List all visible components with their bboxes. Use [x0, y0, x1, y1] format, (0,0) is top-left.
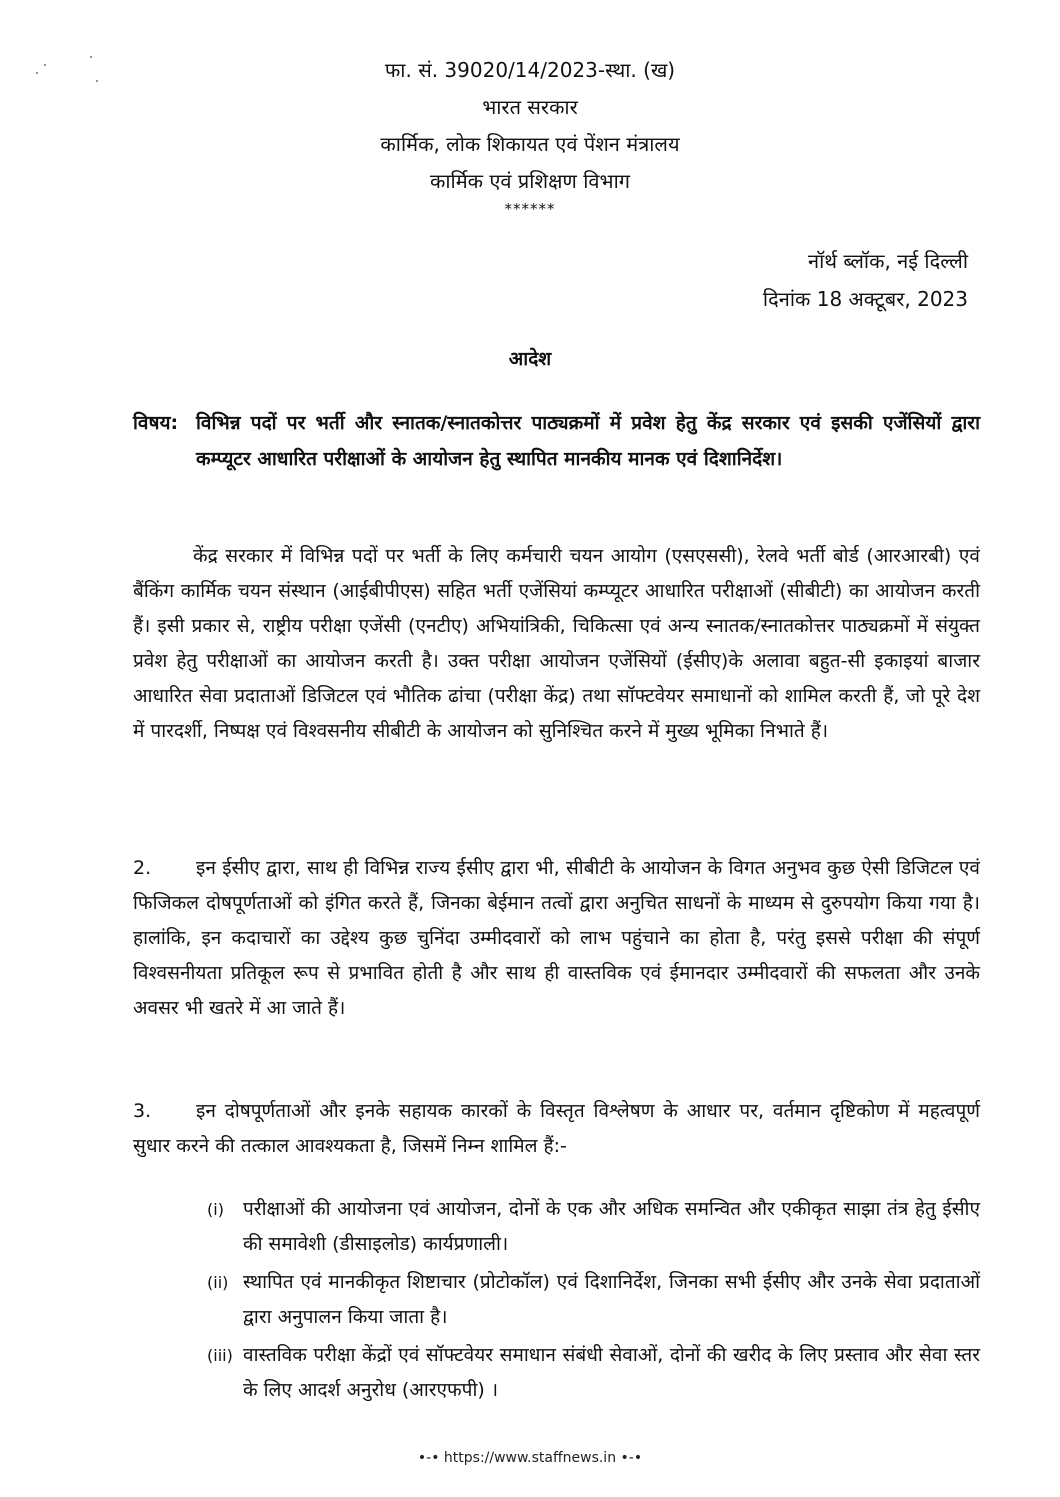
footer-watermark: •-• https://www.staffnews.in •-• — [417, 1450, 643, 1466]
list-item-text: स्थापित एवं मानकीकृत शिष्टाचार (प्रोटोकॉल) एवं दिशानिर्देश, जिनका सभी ईसीए और उनके सेवा प्रदाताओं द्वारा अनुपालन किया जाता है। — [243, 1271, 980, 1328]
list-item — [207, 1192, 980, 1262]
list-item-text: परीक्षाओं की आयोजना एवं आयोजन, दोनों के एक और अधिक समन्वित और एकीकृत साझा तंत्र हेतु ईसीए की समावेशी (डीसाइलोड) कार्यप्रणाली। — [243, 1198, 980, 1255]
subject-label: विषय: — [133, 412, 179, 434]
government-name: भारत सरकार — [482, 95, 578, 119]
paragraph-number: 3. — [133, 1100, 152, 1122]
list-item — [207, 1265, 980, 1335]
order-date: दिनांक 18 अक्टूबर, 2023 — [762, 287, 968, 311]
file-number: फा. सं. 39020/14/2023-स्था. (ख) — [384, 58, 676, 82]
list-item-text: वास्तविक परीक्षा केंद्रों एवं सॉफ्टवेयर समाधान संबंधी सेवाओं, दोनों की खरीद के लिए प्रस्ताव और सेवा स्तर के लिए आदर्श अनुरोध (आरएफपी) । — [243, 1344, 980, 1401]
list-marker: (ii) — [207, 1273, 229, 1292]
paragraph-text: इन ईसीए द्वारा, साथ ही विभिन्न राज्य ईसीए द्वारा भी, सीबीटी के आयोजन के विगत अनुभव कुछ ऐसी डिजिटल एवं फिजिकल दोषपूर्णताओं को इंगित करते हैं, जिनका बेईमान तत्वों द्वारा अनुचित साधनों के माध्यम से दुरुपयोग किया गया है। हालांकि, इन कदाचारों का उद्देश्य कुछ चुनिंदा उम्मीदवारों को लाभ पहुंचाने का होता है, परंतु इससे परीक्षा की संपूर्ण विश्वसनीयता प्रतिकूल रूप से प्रभावित होती है और साथ ही वास्तविक एवं ईमानदार उम्मीदवारों की सफलता और उनके अवसर भी खतरे में आ जाते हैं। — [133, 857, 980, 1019]
office-location: नॉर्थ ब्लॉक, नई दिल्ली — [807, 249, 968, 273]
letter-header — [0, 52, 1060, 218]
requirements-list — [207, 1192, 980, 1411]
list-marker: (i) — [207, 1200, 224, 1219]
subject-text: विभिन्न पदों पर भर्ती और स्नातक/स्नातकोत्तर पाठ्यक्रमों में प्रवेश हेतु केंद्र सरकार एवं इसकी एजेंसियों द्वारा कम्प्यूटर आधारित परीक्षाओं के आयोजन हेतु स्थापित मानकीय मानक एवं दिशानिर्देश। — [196, 412, 980, 470]
list-item — [207, 1338, 980, 1408]
paragraph-1: केंद्र सरकार में विभिन्न पदों पर भर्ती के लिए कर्मचारी चयन आयोग (एसएससी), रेलवे भर्ती बोर्ड (आरआरबी) एवं बैंकिंग कार्मिक चयन संस्थान (आईबीपीएस) सहित भर्ती एजेंसियां कम्प्यूटर आधारित परीक्षाओं (सीबीटी) का आयोजन करती हैं। इसी प्रकार से, राष्ट्रीय परीक्षा एजेंसी (एनटीए) अभियांत्रिकी, चिकित्सा एवं अन्य स्नातक/स्नातकोत्तर पाठ्यक्रमों में संयुक्त प्रवेश हेतु परीक्षाओं का आयोजन करती है। उक्त परीक्षा आयोजन एजेंसियों (ईसीए)के अलावा बहुत-सी इकाइयां बाजार आधारित सेवा प्रदाताओं डिजिटल एवं भौतिक ढांचा (परीक्षा केंद्र) तथा सॉफ्टवेयर समाधानों को शामिल करती हैं, जो पूरे देश में पारदर्शी, निष्पक्ष एवं विश्वसनीय सीबीटी के आयोजन को सुनिश्चित करने में मुख्य भूमिका निभाते हैं। — [133, 545, 980, 742]
header-separator: ****** — [504, 200, 556, 218]
subject-block — [133, 405, 980, 477]
paragraph-3 — [133, 1094, 980, 1164]
order-title: आदेश — [508, 348, 552, 370]
paragraph-text: इन दोषपूर्णताओं और इनके सहायक कारकों के विस्तृत विश्लेषण के आधार पर, वर्तमान दृष्टिकोण में महत्वपूर्ण सुधार करने की तत्काल आवश्यकता है, जिसमें निम्न शामिल हैं:- — [133, 1100, 980, 1157]
department-name: कार्मिक एवं प्रशिक्षण विभाग — [429, 169, 631, 193]
ministry-name: कार्मिक, लोक शिकायत एवं पेंशन मंत्रालय — [380, 132, 680, 156]
paragraph-2 — [133, 851, 980, 1026]
list-marker: (iii) — [207, 1346, 233, 1365]
place-date-block — [763, 242, 968, 318]
paragraph-number: 2. — [133, 857, 152, 879]
